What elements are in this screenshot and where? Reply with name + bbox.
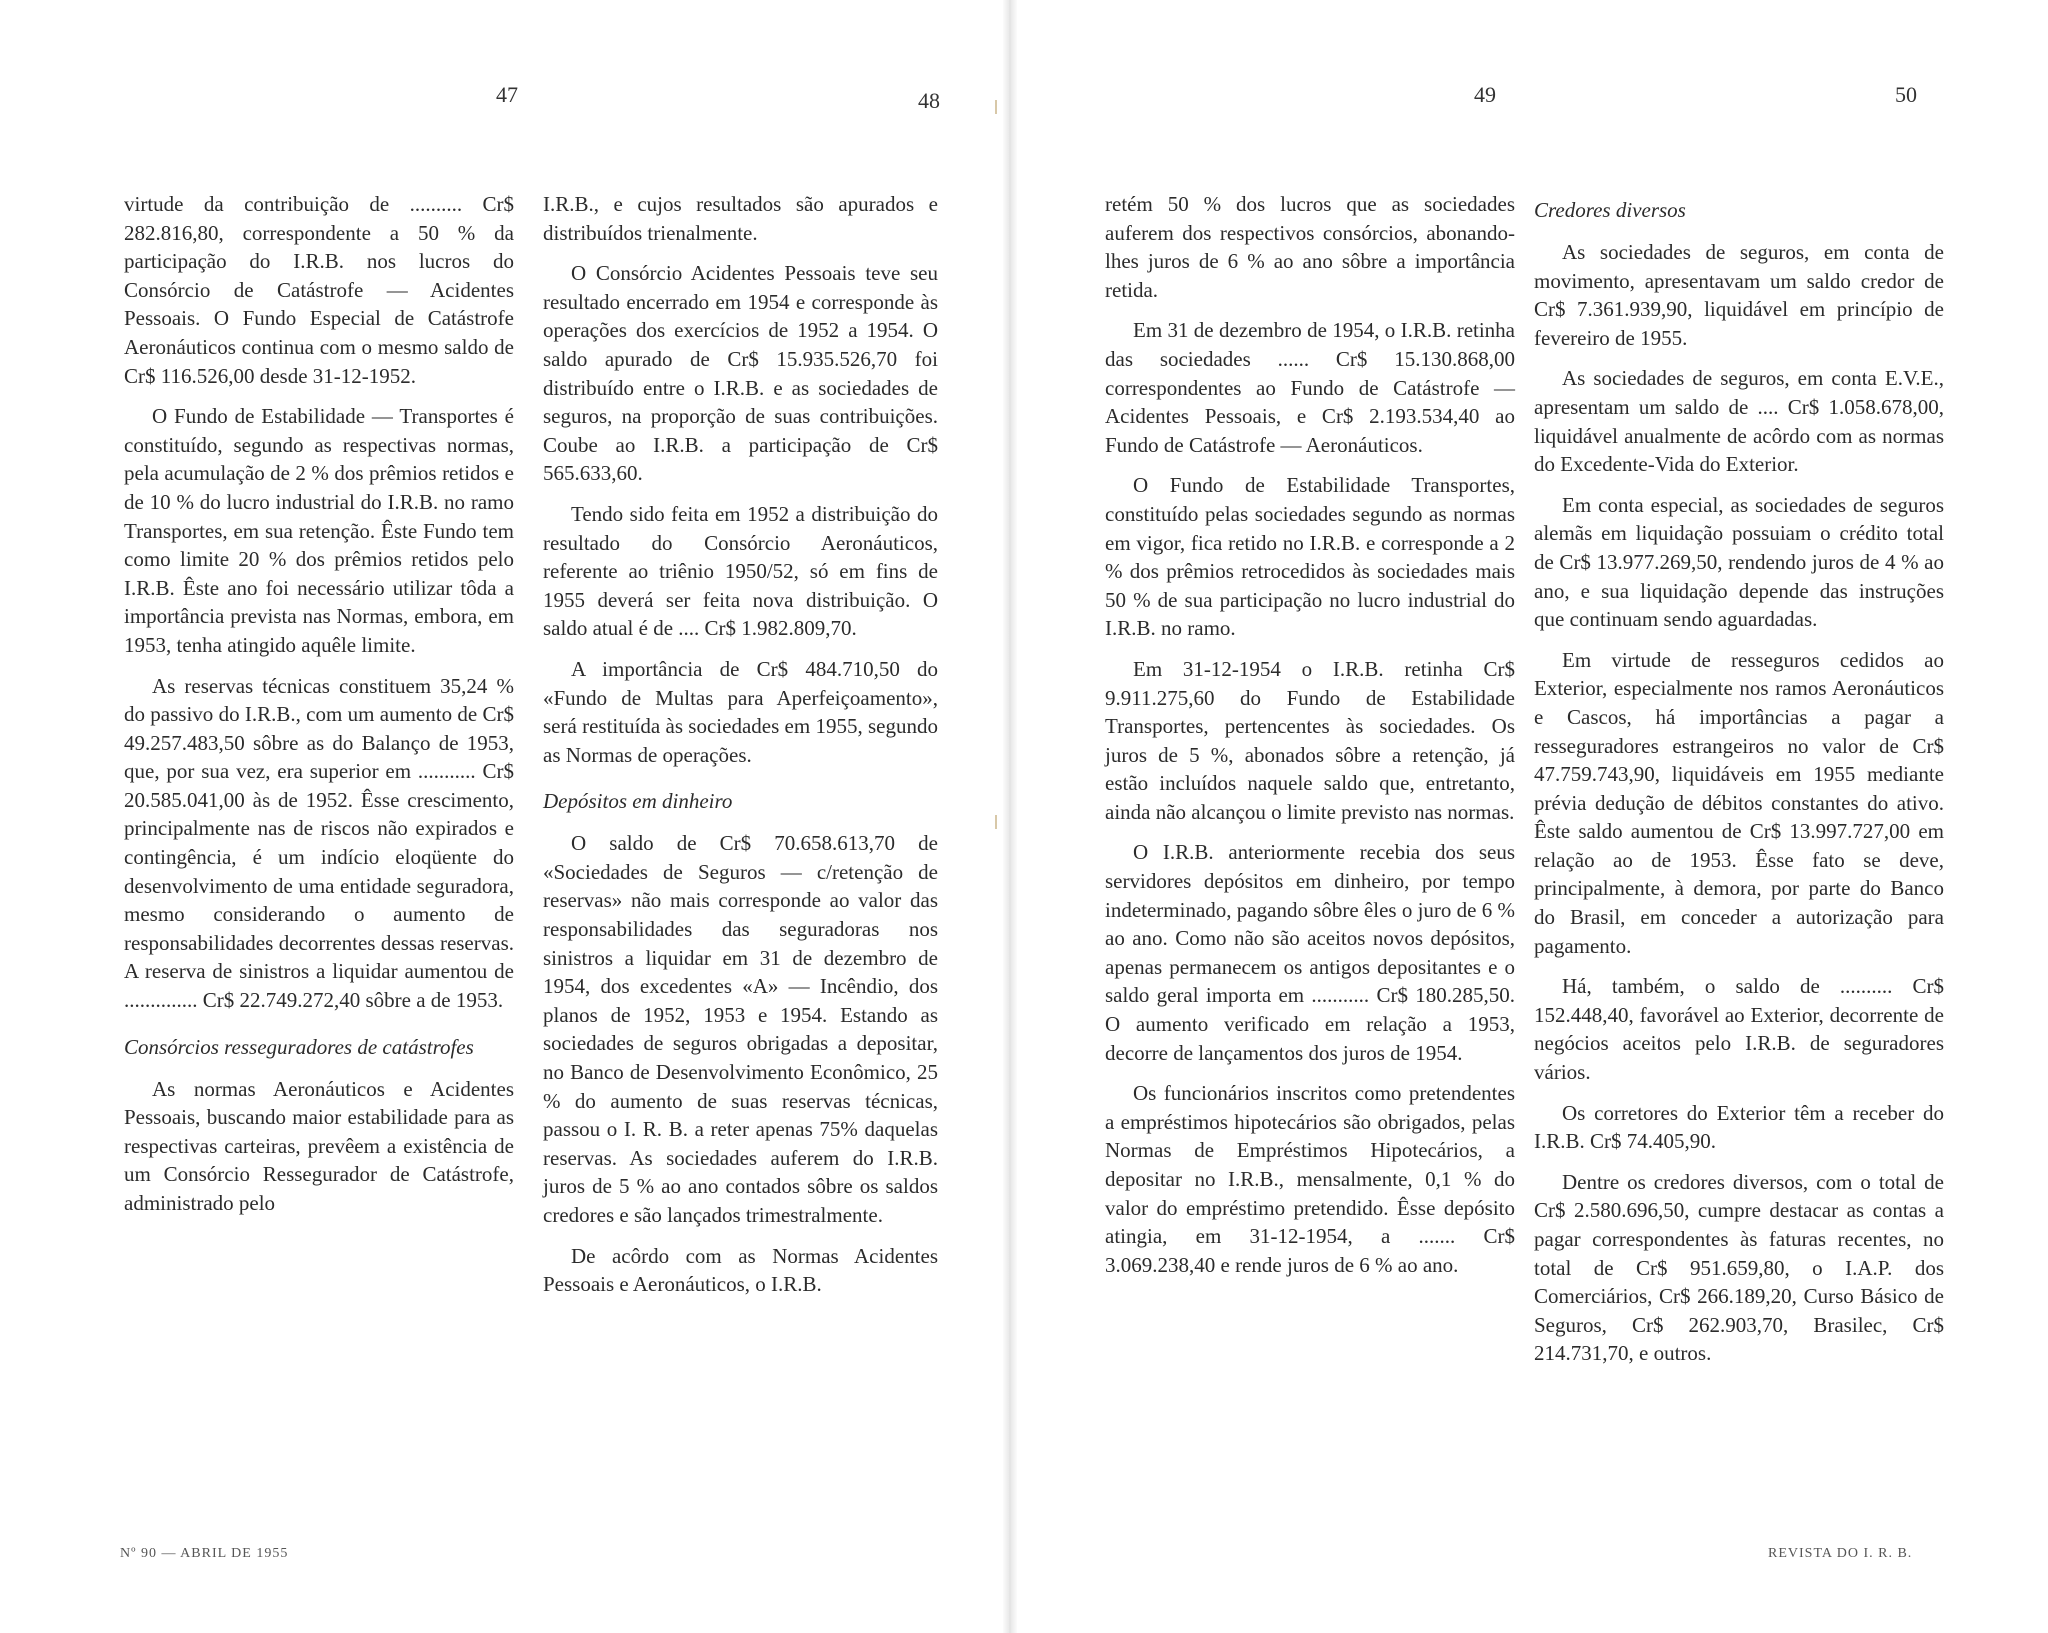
binding-mark <box>995 815 1003 829</box>
page-number: 47 <box>496 82 518 107</box>
paragraph: O Fundo de Estabilidade Transportes, constituído pelas sociedades segundo as normas em vigor, fica retido no I.R.B. e corresponde a 2 % dos prêmios retrocedidos às sociedades mais 50 % de sua participação no lucro industrial do I.R.B. no ramo. <box>1105 473 1515 641</box>
binding-mark <box>995 100 1003 114</box>
paragraph: Dentre os credores diversos, com o total de Cr$ 2.580.696,50, cumpre destacar as contas a pagar correspondentes às faturas recentes, no total de Cr$ 951.659,80, o I.A.P. dos Comerciários, Cr$ 266.189,20, Curso Básico de Seguros, Cr$ 262.903,70, Brasilec, Cr$ 214.731,70, e outros. <box>1534 1169 1944 1366</box>
paragraph: virtude da contribuição de .......... Cr$ 282.816,80, correspondente a 50 % da participação do I.R.B. nos lucros do Consórcio de Catástrofe — Acidentes Pessoais. O Fundo Especial de Catástrofe Aeronáuticos continua com o mesmo saldo de Cr$ 116.526,00 desde 31-12-1952. <box>124 192 514 388</box>
section-heading: Credores diversos <box>1534 198 1686 222</box>
paragraph: Há, também, o saldo de .......... Cr$ 152.448,40, favorável ao Exterior, decorrente de negócios aceitos pelo I.R.B. de seguradores vários. <box>1534 974 1944 1085</box>
paragraph: Em 31-12-1954 o I.R.B. retinha Cr$ 9.911.275,60 do Fundo de Estabilidade Transportes, pertencentes às sociedades. Os juros de 5 %, abonados sôbre a retenção, já estão incluídos naquele saldo que, entretanto, ainda não alcançou o limite previsto nas normas. <box>1105 656 1515 824</box>
paragraph: As sociedades de seguros, em conta E.V.E., apresentam um saldo de .... Cr$ 1.058.678,00, liquidável anualmente de acôrdo com as normas do Excedente-Vida do Exterior. <box>1534 366 1944 477</box>
paragraph: O Fundo de Estabilidade — Transportes é constituído, segundo as respectivas normas, pela acumulação de 2 % dos prêmios retidos e de 10 % do lucro industrial do I.R.B. no ramo Transportes, em sua retenção. Êste Fundo tem como limite 20 % dos prêmios retidos pelo I.R.B. Êste ano foi necessário utilizar tôda a importância prevista nas Normas, embora, em 1953, tenha atingido aquêle limite. <box>124 404 514 657</box>
paragraph: O I.R.B. anteriormente recebia dos seus servidores depósitos em dinheiro, por tempo indeterminado, pagando sôbre êles o juro de 6 % ao ano. Como não são aceitos novos depósitos, apenas permanecem os antigos depositantes e o saldo geral importa em ........... Cr$ 180.285,50. O aumento verificado em relação a 1953, decorre de lançamentos dos juros de 1954. <box>1105 840 1515 1065</box>
paragraph: Em 31 de dezembro de 1954, o I.R.B. retinha das sociedades ...... Cr$ 15.130.868,00 correspondentes ao Fundo de Catástrofe — Acidentes Pessoais, e Cr$ 2.193.534,40 ao Fundo de Catástrofe — Aeronáuticos. <box>1105 318 1515 457</box>
paragraph: A importância de Cr$ 484.710,50 do «Fundo de Multas para Aperfeiçoamento», será restituída às sociedades em 1955, segundo as Normas de operações. <box>543 656 938 767</box>
paragraph: Tendo sido feita em 1952 a distribuição do resultado do Consórcio Aeronáuticos, referente ao triênio 1950/52, só em fins de 1955 deverá ser feita nova distribuição. O saldo atual é de .... Cr$ 1.982.809,70. <box>543 501 938 641</box>
paragraph: De acôrdo com as Normas Acidentes Pessoais e Aeronáuticos, o I.R.B. <box>543 1243 938 1297</box>
paragraph: Os corretores do Exterior têm a receber do I.R.B. Cr$ 74.405,90. <box>1534 1100 1944 1154</box>
paragraph: O saldo de Cr$ 70.658.613,70 de «Sociedades de Seguros — c/retenção de reservas» não mais corresponde ao valor das responsabilidades das seguradoras nos sinistros a liquidar em 31 de dezembro de 1954, dos excedentes «A» — Incêndio, dos planos de 1952, 1953 e 1954. Estando as sociedades de seguros obrigadas a depositar, no Banco de Desenvolvimento Econômico, 25 % do aumento de suas reservas técnicas, passou o I. R. B. a reter apenas 75% daquelas reservas. As sociedades auferem do I.R.B. juros de 5 % ao ano contados sôbre os saldos credores e são lançados trimestralmente. <box>543 831 938 1227</box>
text-column-2 <box>543 190 938 1311</box>
page-gutter <box>1003 0 1017 1633</box>
section-heading: Depósitos em dinheiro <box>543 789 733 814</box>
text-column-1 <box>124 190 514 1230</box>
paragraph: As sociedades de seguros, em conta de movimento, apresentavam um saldo credor de Cr$ 7.361.939,90, liquidável em princípio de fevereiro de 1955. <box>1534 240 1944 350</box>
page-number: 49 <box>1474 82 1496 107</box>
paragraph: Os funcionários inscritos como pretendentes a empréstimos hipotecários são obrigados, pelas Normas de Empréstimos Hipotecários, a depositar no I.R.B., mensalmente, 0,1 % do valor do empréstimo pretendido. Êsse depósito atingia, em 31-12-1954, a ....... Cr$ 3.069.238,40 e rende juros de 6 % ao ano. <box>1105 1081 1515 1277</box>
paragraph: O Consórcio Acidentes Pessoais teve seu resultado encerrado em 1954 e corresponde às operações dos exercícios de 1952 a 1954. O saldo apurado de Cr$ 15.935.526,70 foi distribuído entre o I.R.B. e as sociedades de seguros, na proporção de suas contribuições. Coube ao I.R.B. a participação de Cr$ 565.633,60. <box>543 261 938 486</box>
text-column-4 <box>1534 196 1944 1380</box>
paragraph: retém 50 % dos lucros que as sociedades auferem dos respectivos consórcios, abonando-lhes juros de 6 % ao ano sôbre a importância retida. <box>1105 192 1515 302</box>
paragraph: Em virtude de resseguros cedidos ao Exterior, especialmente nos ramos Aeronáuticos e Cascos, há importâncias a pagar a resseguradores estrangeiros no valor de Cr$ 47.759.743,90, liquidáveis em 1955 mediante prévia dedução de débitos constantes do ativo. Êste saldo aumentou de Cr$ 13.997.727,00 em relação ao de 1953. Êsse fato se deve, principalmente, à demora, por parte do Banco do Brasil, em conceder a autorização para pagamento. <box>1534 647 1944 958</box>
paragraph: Em conta especial, as sociedades de seguros alemãs em liquidação possuiam o crédito total de Cr$ 13.977.269,50, rendendo juros de 4 % ao ano, e sua liquidação depende das instruções que continuam sendo aguardadas. <box>1534 492 1944 632</box>
text-column-3 <box>1105 190 1515 1291</box>
magazine-footer: REVISTA DO I. R. B. <box>1768 1546 1913 1561</box>
paragraph: As normas Aeronáuticos e Acidentes Pessoais, buscando maior estabilidade para as respectivas carteiras, prevêem a existência de um Consórcio Ressegurador de Catástrofe, administrado pelo <box>124 1076 514 1215</box>
paragraph: I.R.B., e cujos resultados são apurados e distribuídos trienalmente. <box>543 192 938 245</box>
issue-footer: Nº 90 — ABRIL DE 1955 <box>120 1546 289 1561</box>
section-heading: Consórcios resseguradores de catástrofes <box>124 1034 474 1059</box>
paragraph: As reservas técnicas constituem 35,24 % do passivo do I.R.B., com um aumento de Cr$ 49.257.483,50 sôbre as do Balanço de 1953, que, por sua vez, era superior em ........... Cr$ 20.585.041,00 às de 1952. Êsse crescimento, principalmente nas de riscos não expirados e contingência, é um indício eloqüente do desenvolvimento de uma entidade seguradora, mesmo considerando o aumento de responsabilidades decorrentes dessas reservas. A reserva de sinistros a liquidar aumentou de .............. Cr$ 22.749.272,40 sôbre a de 1953. <box>124 673 514 1013</box>
page-number: 50 <box>1895 82 1917 107</box>
page-number: 48 <box>918 88 940 113</box>
